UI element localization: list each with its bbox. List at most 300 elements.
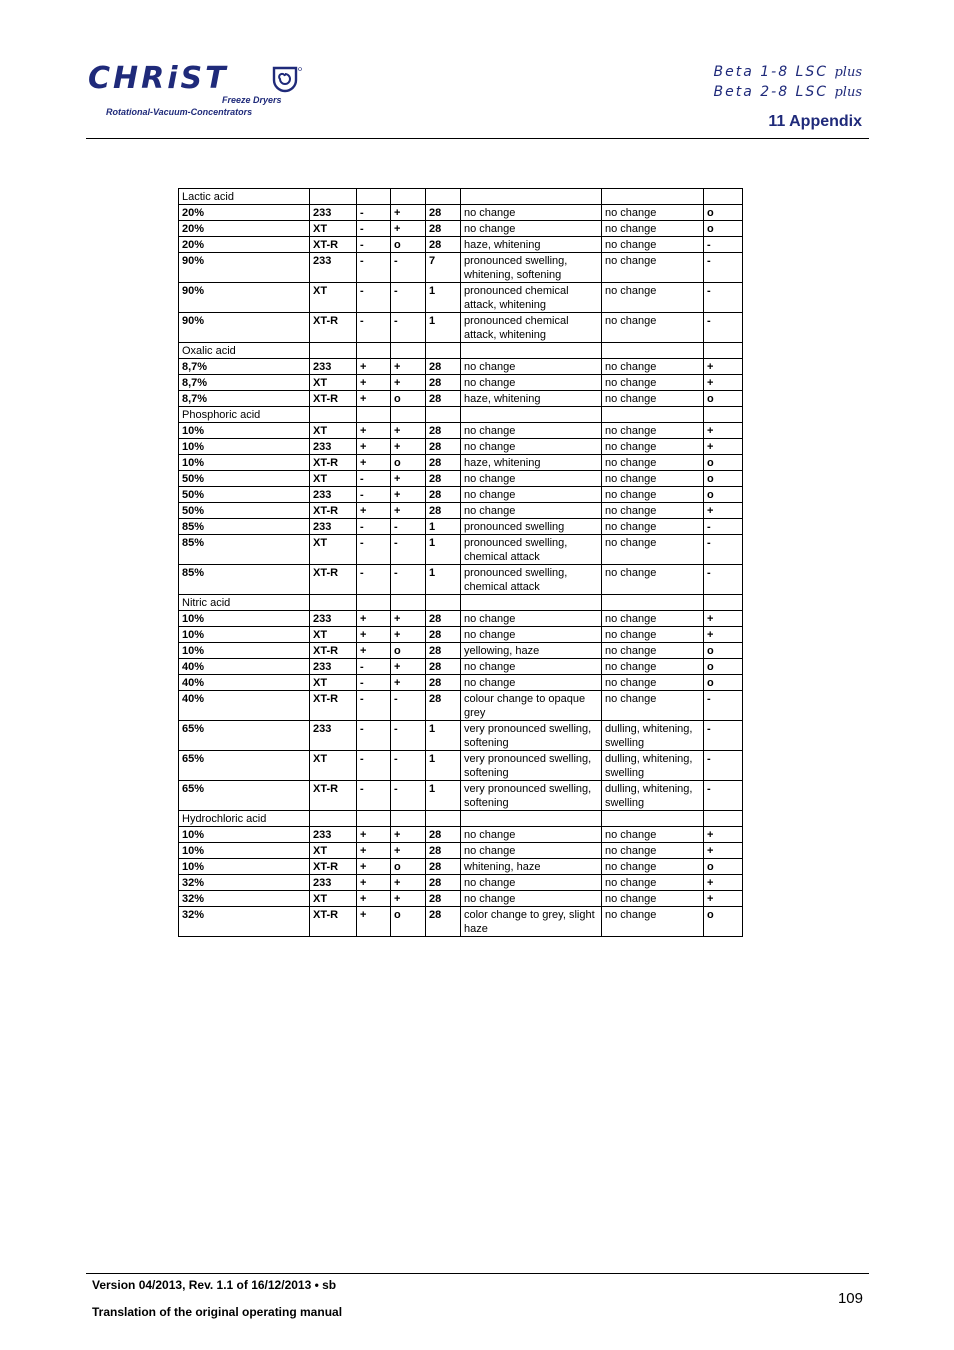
table-row: [179, 313, 743, 343]
table-row: [179, 253, 743, 283]
concentration-cell: 85%: [179, 519, 310, 535]
observation-2-cell: no change: [602, 891, 704, 907]
rating-3-cell: -: [704, 721, 743, 751]
rating-1-cell: -: [357, 519, 391, 535]
days-cell: 28: [426, 423, 461, 439]
observation-1-cell: no change: [461, 827, 602, 843]
model-2-suffix: plus: [834, 85, 862, 100]
observation-2-cell: no change: [602, 283, 704, 313]
days-cell: 28: [426, 691, 461, 721]
rating-1-cell: +: [357, 827, 391, 843]
empty-cell: [704, 595, 743, 611]
rating-1-cell: -: [357, 659, 391, 675]
rating-2-cell: +: [391, 205, 426, 221]
observation-2-cell: no change: [602, 487, 704, 503]
concentration-cell: 10%: [179, 859, 310, 875]
table-row: [179, 875, 743, 891]
rating-1-cell: +: [357, 423, 391, 439]
material-cell: XT: [310, 891, 357, 907]
observation-1-cell: no change: [461, 627, 602, 643]
observation-2-cell: no change: [602, 859, 704, 875]
observation-2-cell: no change: [602, 875, 704, 891]
concentration-cell: 10%: [179, 643, 310, 659]
observation-2-cell: no change: [602, 313, 704, 343]
rating-2-cell: +: [391, 891, 426, 907]
empty-cell: [461, 595, 602, 611]
table-row: [179, 751, 743, 781]
observation-1-cell: pronounced swelling: [461, 519, 602, 535]
category-row: [179, 407, 743, 423]
observation-2-cell: no change: [602, 439, 704, 455]
rating-3-cell: -: [704, 565, 743, 595]
observation-1-cell: whitening, haze: [461, 859, 602, 875]
rating-3-cell: o: [704, 675, 743, 691]
empty-cell: [461, 811, 602, 827]
concentration-cell: 40%: [179, 691, 310, 721]
empty-cell: [461, 407, 602, 423]
table-row: [179, 565, 743, 595]
observation-1-cell: no change: [461, 487, 602, 503]
table-row: [179, 519, 743, 535]
rating-3-cell: +: [704, 423, 743, 439]
table-row: [179, 423, 743, 439]
material-cell: XT-R: [310, 907, 357, 937]
model-line-1: [714, 64, 863, 80]
rating-1-cell: -: [357, 751, 391, 781]
material-cell: XT-R: [310, 565, 357, 595]
days-cell: 1: [426, 751, 461, 781]
rating-1-cell: +: [357, 391, 391, 407]
rating-1-cell: -: [357, 535, 391, 565]
empty-cell: [602, 595, 704, 611]
material-cell: XT-R: [310, 503, 357, 519]
rating-2-cell: o: [391, 237, 426, 253]
rating-1-cell: +: [357, 611, 391, 627]
rating-2-cell: -: [391, 691, 426, 721]
observation-2-cell: dulling, whitening, swelling: [602, 721, 704, 751]
rating-2-cell: -: [391, 721, 426, 751]
material-cell: XT-R: [310, 391, 357, 407]
concentration-cell: 10%: [179, 423, 310, 439]
concentration-cell: 32%: [179, 907, 310, 937]
concentration-cell: 8,7%: [179, 375, 310, 391]
translation-note: Translation of the original operating manual: [92, 1305, 343, 1319]
days-cell: 28: [426, 455, 461, 471]
material-cell: 233: [310, 253, 357, 283]
material-cell: XT: [310, 535, 357, 565]
category-row: [179, 189, 743, 205]
rating-2-cell: +: [391, 611, 426, 627]
empty-cell: [704, 343, 743, 359]
section-title: 11 Appendix: [768, 113, 862, 130]
table-row: [179, 391, 743, 407]
concentration-cell: 40%: [179, 675, 310, 691]
rating-3-cell: +: [704, 359, 743, 375]
days-cell: 28: [426, 375, 461, 391]
observation-1-cell: pronounced swelling, whitening, softening: [461, 253, 602, 283]
observation-2-cell: no change: [602, 535, 704, 565]
category-row: [179, 595, 743, 611]
days-cell: 1: [426, 313, 461, 343]
material-cell: XT: [310, 375, 357, 391]
concentration-cell: 8,7%: [179, 391, 310, 407]
observation-2-cell: no change: [602, 659, 704, 675]
table-row: [179, 359, 743, 375]
table-row: [179, 375, 743, 391]
rating-3-cell: o: [704, 391, 743, 407]
header-divider: [86, 138, 869, 139]
material-cell: XT: [310, 675, 357, 691]
days-cell: 28: [426, 487, 461, 503]
rating-1-cell: -: [357, 565, 391, 595]
version-info: Version 04/2013, Rev. 1.1 of 16/12/2013 • sb: [92, 1278, 337, 1292]
empty-cell: [602, 343, 704, 359]
rating-3-cell: o: [704, 907, 743, 937]
rating-3-cell: -: [704, 283, 743, 313]
days-cell: 28: [426, 221, 461, 237]
concentration-cell: 40%: [179, 659, 310, 675]
rating-3-cell: o: [704, 205, 743, 221]
rating-1-cell: +: [357, 843, 391, 859]
model-1-suffix: plus: [834, 65, 862, 80]
observation-1-cell: color change to grey, slight haze: [461, 907, 602, 937]
empty-cell: [391, 189, 426, 205]
observation-2-cell: no change: [602, 843, 704, 859]
rating-3-cell: -: [704, 781, 743, 811]
concentration-cell: 65%: [179, 751, 310, 781]
model-1-name: Beta 1-8 LSC: [713, 64, 829, 80]
empty-cell: [310, 811, 357, 827]
concentration-cell: 90%: [179, 253, 310, 283]
rating-3-cell: o: [704, 859, 743, 875]
material-cell: XT-R: [310, 691, 357, 721]
empty-cell: [461, 189, 602, 205]
rating-3-cell: -: [704, 313, 743, 343]
material-cell: 233: [310, 721, 357, 751]
empty-cell: [391, 595, 426, 611]
rating-1-cell: -: [357, 313, 391, 343]
concentration-cell: 10%: [179, 611, 310, 627]
days-cell: 28: [426, 643, 461, 659]
spiral-logo-icon: [272, 66, 302, 94]
rating-2-cell: +: [391, 221, 426, 237]
table-row: [179, 455, 743, 471]
rating-2-cell: +: [391, 675, 426, 691]
rating-2-cell: +: [391, 827, 426, 843]
empty-cell: [310, 189, 357, 205]
rating-1-cell: -: [357, 471, 391, 487]
table-row: [179, 611, 743, 627]
category-name: Phosphoric acid: [179, 407, 310, 423]
empty-cell: [602, 189, 704, 205]
concentration-cell: 10%: [179, 627, 310, 643]
empty-cell: [357, 189, 391, 205]
observation-1-cell: no change: [461, 375, 602, 391]
material-cell: 233: [310, 611, 357, 627]
rating-3-cell: +: [704, 503, 743, 519]
observation-1-cell: very pronounced swelling, softening: [461, 721, 602, 751]
chemical-resistance-table: [178, 188, 743, 937]
observation-1-cell: haze, whitening: [461, 391, 602, 407]
observation-2-cell: no change: [602, 205, 704, 221]
rating-2-cell: +: [391, 659, 426, 675]
rating-1-cell: -: [357, 721, 391, 751]
rating-2-cell: +: [391, 423, 426, 439]
logo-subtitle-freeze-dryers: Freeze Dryers: [222, 95, 282, 105]
material-cell: 233: [310, 519, 357, 535]
observation-1-cell: pronounced swelling, chemical attack: [461, 535, 602, 565]
rating-2-cell: +: [391, 503, 426, 519]
concentration-cell: 10%: [179, 843, 310, 859]
rating-2-cell: o: [391, 455, 426, 471]
table-row: [179, 535, 743, 565]
empty-cell: [704, 811, 743, 827]
observation-1-cell: colour change to opaque grey: [461, 691, 602, 721]
material-cell: 233: [310, 487, 357, 503]
rating-2-cell: o: [391, 907, 426, 937]
observation-1-cell: no change: [461, 611, 602, 627]
concentration-cell: 10%: [179, 439, 310, 455]
observation-1-cell: no change: [461, 675, 602, 691]
observation-2-cell: no change: [602, 391, 704, 407]
concentration-cell: 20%: [179, 221, 310, 237]
material-cell: XT-R: [310, 313, 357, 343]
days-cell: 7: [426, 253, 461, 283]
concentration-cell: 65%: [179, 721, 310, 751]
category-name: Oxalic acid: [179, 343, 310, 359]
material-cell: XT-R: [310, 859, 357, 875]
observation-1-cell: no change: [461, 843, 602, 859]
concentration-cell: 85%: [179, 535, 310, 565]
observation-2-cell: no change: [602, 375, 704, 391]
material-cell: 233: [310, 875, 357, 891]
empty-cell: [602, 811, 704, 827]
empty-cell: [461, 343, 602, 359]
rating-2-cell: -: [391, 535, 426, 565]
rating-3-cell: -: [704, 751, 743, 781]
concentration-cell: 20%: [179, 237, 310, 253]
rating-2-cell: o: [391, 859, 426, 875]
rating-1-cell: -: [357, 781, 391, 811]
observation-2-cell: no change: [602, 503, 704, 519]
empty-cell: [357, 343, 391, 359]
table-row: [179, 487, 743, 503]
material-cell: 233: [310, 205, 357, 221]
empty-cell: [310, 343, 357, 359]
material-cell: 233: [310, 659, 357, 675]
observation-1-cell: no change: [461, 659, 602, 675]
observation-1-cell: pronounced chemical attack, whitening: [461, 313, 602, 343]
material-cell: XT: [310, 423, 357, 439]
observation-1-cell: no change: [461, 503, 602, 519]
table-row: [179, 503, 743, 519]
rating-3-cell: +: [704, 375, 743, 391]
rating-1-cell: +: [357, 375, 391, 391]
material-cell: XT: [310, 283, 357, 313]
material-cell: XT: [310, 843, 357, 859]
table-row: [179, 675, 743, 691]
rating-2-cell: +: [391, 471, 426, 487]
rating-2-cell: -: [391, 751, 426, 781]
rating-3-cell: +: [704, 875, 743, 891]
rating-3-cell: -: [704, 237, 743, 253]
concentration-cell: 20%: [179, 205, 310, 221]
empty-cell: [426, 811, 461, 827]
rating-1-cell: -: [357, 221, 391, 237]
concentration-cell: 90%: [179, 313, 310, 343]
days-cell: 28: [426, 359, 461, 375]
material-cell: XT: [310, 751, 357, 781]
table-row: [179, 471, 743, 487]
days-cell: 1: [426, 283, 461, 313]
observation-1-cell: no change: [461, 423, 602, 439]
observation-1-cell: very pronounced swelling, softening: [461, 751, 602, 781]
concentration-cell: 10%: [179, 827, 310, 843]
observation-2-cell: no change: [602, 471, 704, 487]
category-name: Hydrochloric acid: [179, 811, 310, 827]
rating-1-cell: +: [357, 627, 391, 643]
observation-1-cell: pronounced swelling, chemical attack: [461, 565, 602, 595]
observation-2-cell: no change: [602, 675, 704, 691]
footer-divider: [86, 1273, 869, 1274]
table-row: [179, 643, 743, 659]
rating-2-cell: +: [391, 843, 426, 859]
observation-1-cell: haze, whitening: [461, 237, 602, 253]
rating-3-cell: -: [704, 691, 743, 721]
table-row: [179, 781, 743, 811]
table-body: [179, 189, 743, 937]
days-cell: 1: [426, 565, 461, 595]
rating-1-cell: +: [357, 643, 391, 659]
days-cell: 28: [426, 611, 461, 627]
model-2-name: Beta 2-8 LSC: [713, 84, 829, 100]
table-row: [179, 627, 743, 643]
rating-2-cell: -: [391, 519, 426, 535]
material-cell: XT-R: [310, 237, 357, 253]
concentration-cell: 50%: [179, 503, 310, 519]
days-cell: 28: [426, 205, 461, 221]
category-name: Nitric acid: [179, 595, 310, 611]
rating-3-cell: o: [704, 487, 743, 503]
table-row: [179, 439, 743, 455]
category-row: [179, 343, 743, 359]
rating-3-cell: +: [704, 843, 743, 859]
days-cell: 28: [426, 439, 461, 455]
observation-2-cell: no change: [602, 627, 704, 643]
table-row: [179, 237, 743, 253]
observation-1-cell: no change: [461, 891, 602, 907]
rating-3-cell: o: [704, 471, 743, 487]
empty-cell: [704, 407, 743, 423]
empty-cell: [426, 343, 461, 359]
rating-2-cell: -: [391, 253, 426, 283]
rating-2-cell: +: [391, 375, 426, 391]
concentration-cell: 10%: [179, 455, 310, 471]
concentration-cell: 50%: [179, 487, 310, 503]
table-row: [179, 691, 743, 721]
observation-1-cell: no change: [461, 359, 602, 375]
days-cell: 28: [426, 471, 461, 487]
material-cell: 233: [310, 439, 357, 455]
observation-2-cell: no change: [602, 455, 704, 471]
rating-3-cell: +: [704, 827, 743, 843]
days-cell: 28: [426, 843, 461, 859]
days-cell: 28: [426, 503, 461, 519]
rating-1-cell: -: [357, 253, 391, 283]
rating-1-cell: +: [357, 439, 391, 455]
rating-3-cell: o: [704, 221, 743, 237]
material-cell: XT-R: [310, 643, 357, 659]
rating-1-cell: +: [357, 907, 391, 937]
rating-1-cell: +: [357, 359, 391, 375]
concentration-cell: 65%: [179, 781, 310, 811]
observation-1-cell: no change: [461, 205, 602, 221]
page-number: 109: [837, 1290, 863, 1307]
rating-3-cell: -: [704, 535, 743, 565]
rating-2-cell: +: [391, 627, 426, 643]
rating-2-cell: +: [391, 875, 426, 891]
concentration-cell: 85%: [179, 565, 310, 595]
days-cell: 28: [426, 875, 461, 891]
observation-1-cell: no change: [461, 471, 602, 487]
table-row: [179, 205, 743, 221]
concentration-cell: 50%: [179, 471, 310, 487]
empty-cell: [426, 189, 461, 205]
rating-2-cell: -: [391, 313, 426, 343]
table-row: [179, 891, 743, 907]
empty-cell: [357, 595, 391, 611]
days-cell: 1: [426, 535, 461, 565]
observation-2-cell: no change: [602, 253, 704, 283]
empty-cell: [310, 595, 357, 611]
category-row: [179, 811, 743, 827]
material-cell: 233: [310, 827, 357, 843]
rating-3-cell: o: [704, 659, 743, 675]
rating-3-cell: -: [704, 519, 743, 535]
observation-1-cell: pronounced chemical attack, whitening: [461, 283, 602, 313]
observation-1-cell: very pronounced swelling, softening: [461, 781, 602, 811]
empty-cell: [391, 343, 426, 359]
rating-1-cell: -: [357, 675, 391, 691]
observation-1-cell: no change: [461, 439, 602, 455]
days-cell: 28: [426, 659, 461, 675]
category-name: Lactic acid: [179, 189, 310, 205]
rating-1-cell: +: [357, 859, 391, 875]
rating-1-cell: -: [357, 691, 391, 721]
concentration-cell: 8,7%: [179, 359, 310, 375]
rating-3-cell: +: [704, 439, 743, 455]
rating-1-cell: +: [357, 875, 391, 891]
rating-2-cell: -: [391, 565, 426, 595]
empty-cell: [357, 407, 391, 423]
days-cell: 1: [426, 721, 461, 751]
observation-2-cell: no change: [602, 827, 704, 843]
days-cell: 28: [426, 391, 461, 407]
rating-2-cell: -: [391, 781, 426, 811]
observation-1-cell: no change: [461, 875, 602, 891]
material-cell: XT: [310, 221, 357, 237]
rating-1-cell: -: [357, 283, 391, 313]
rating-1-cell: -: [357, 237, 391, 253]
observation-2-cell: no change: [602, 237, 704, 253]
observation-2-cell: no change: [602, 423, 704, 439]
observation-2-cell: no change: [602, 643, 704, 659]
observation-1-cell: no change: [461, 221, 602, 237]
logo-subtitle-rvc: Rotational-Vacuum-Concentrators: [106, 107, 253, 117]
days-cell: 28: [426, 675, 461, 691]
rating-1-cell: +: [357, 503, 391, 519]
observation-1-cell: haze, whitening: [461, 455, 602, 471]
